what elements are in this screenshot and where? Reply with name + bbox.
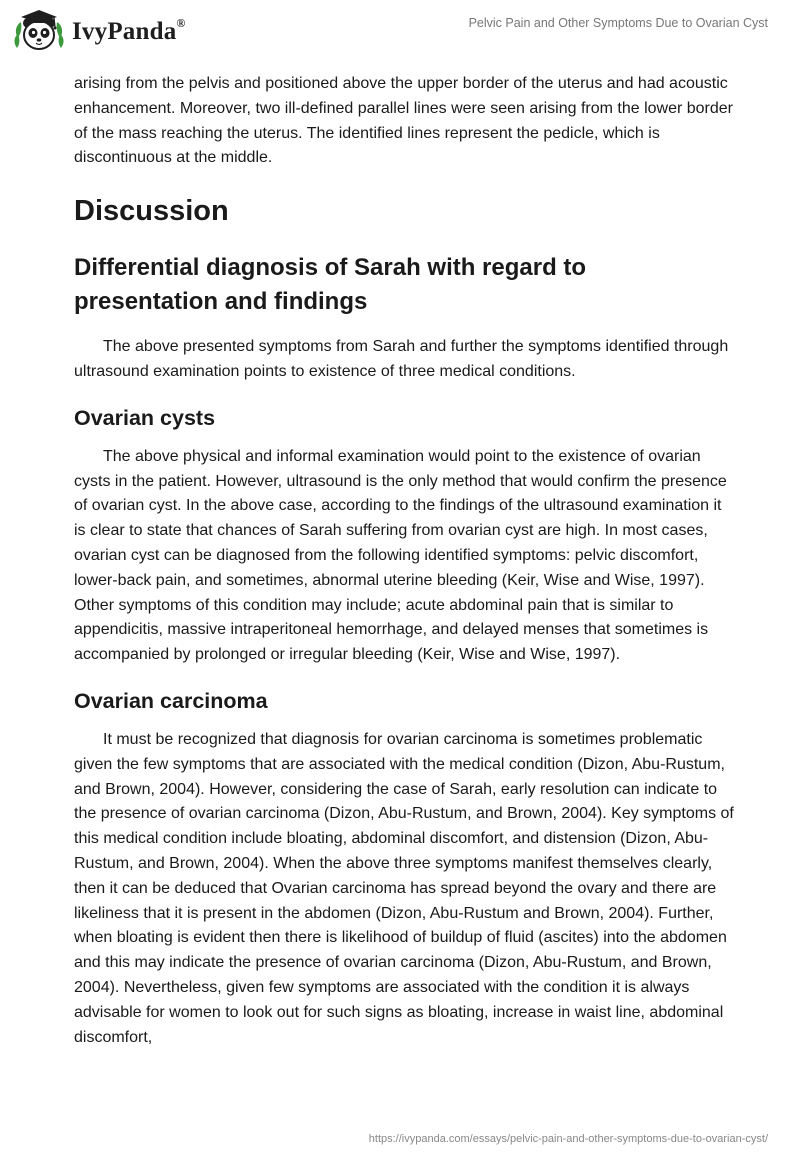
paragraph-differential-diagnosis: The above presented symptoms from Sarah and further the symptoms identified through ultrasound examination points to existence of three medical conditions.	[74, 338, 729, 380]
ivypanda-logo[interactable]	[14, 8, 186, 54]
paragraph-ovarian-cysts: The above physical and informal examination would point to the existence of ovarian cysts in the patient. However, ultrasound is the only method that would confirm the presence of ovarian cyst. In the above case, according to the findings of the ultrasound examination it is clear to state that chances of Sarah suffering from ovarian cyst are high. In most cases, ovarian cyst can be diagnosed from the following identified symptoms: pelvic discomfort, lower-back pain, and sometimes, abnormal uterine bleeding (Keir, Wise and Wise, 1997). Other symptoms of this condition may include; acute abdominal pain that is similar to appendicitis, massive intraperitoneal hemorrhage, and delayed menses that sometimes is accompanied by prolonged or irregular bleeding (Keir, Wise and Wise, 1997).	[74, 447, 727, 664]
intro-paragraph: arising from the pelvis and positioned above the upper border of the uterus and had acoustic enhancement. Moreover, two ill-defined parallel lines were seen arising from the lower border of the mass reaching the uterus. The identified lines represent the pedicle, which is discontinuous at the middle.	[74, 75, 733, 167]
panda-graduate-icon	[14, 8, 64, 54]
document-title: Pelvic Pain and Other Symptoms Due to Ovarian Cyst	[468, 16, 768, 30]
heading-ovarian-carcinoma: Ovarian carcinoma	[74, 688, 268, 713]
heading-discussion: Discussion	[74, 195, 229, 228]
footer-source-url[interactable]: https://ivypanda.com/essays/pelvic-pain-and-other-symptoms-due-to-ovarian-cyst/	[368, 1133, 768, 1145]
essay-content	[74, 72, 734, 1050]
heading-differential-diagnosis: Differential diagnosis of Sarah with regard to presentation and findings	[74, 254, 587, 316]
paragraph-ovarian-carcinoma: It must be recognized that diagnosis for ovarian carcinoma is sometimes problematic given the few symptoms that are associated with the medical condition (Dizon, Abu-Rustum, and Brown, 2004). However, considering the case of Sarah, early resolution can indicate to the presence of ovarian carcinoma (Dizon, Abu-Rustum, and Brown, 2004). Key symptoms of this medical condition include bloating, abdominal discomfort, and distension (Dizon, Abu-Rustum, and Brown, 2004). When the above three symptoms manifest themselves clearly, then it can be deduced that Ovarian carcinoma has spread beyond the ovary and there are likeliness that it is present in the abdomen (Dizon, Abu-Rustum and Brown, 2004). Further, when bloating is evident then there is likelihood of buildup of fluid (ascites) into the abdomen and this may indicate the presence of ovarian carcinoma (Dizon, Abu-Rustum, and Brown, 2004). Nevertheless, given few symptoms are associated with the condition it is always advisable for women to look out for such signs as bloating, increase in waist line, abdominal discomfort,	[74, 730, 734, 1046]
page-header	[0, 0, 800, 70]
brand-name: IvyPanda®	[72, 16, 186, 45]
heading-ovarian-cysts: Ovarian cysts	[74, 405, 216, 430]
